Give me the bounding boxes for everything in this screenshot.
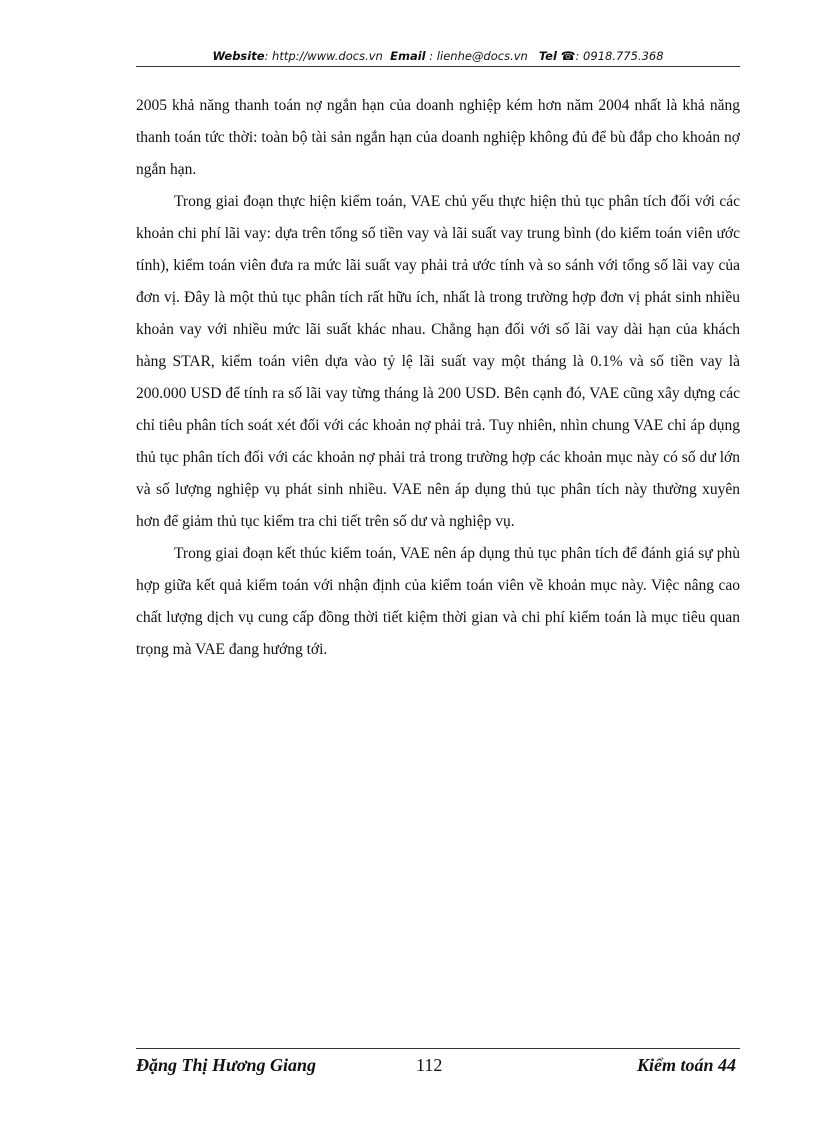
document-body: [136, 90, 740, 666]
tel-label: Tel: [538, 49, 557, 63]
page-header: [136, 48, 740, 67]
email-value: : lienhe@docs.vn: [429, 49, 528, 63]
website-value: : http://www.docs.vn: [264, 49, 383, 63]
page-footer: [136, 1048, 740, 1089]
footer-course: Kiểm toán 44: [636, 1055, 736, 1075]
footer-author: Đặng Thị Hương Giang: [136, 1055, 316, 1075]
paragraph-continuation: 2005 khả năng thanh toán nợ ngắn hạn của doanh nghiệp kém hơn năm 2004 nhất là khả năng thanh toán tức thời: toàn bộ tài sản ngắn hạn của doanh nghiệp không đủ để bù đắp cho khoản nợ ngắn hạn.: [136, 97, 740, 178]
footer-page-number: 112: [416, 1055, 443, 1075]
website-label: Website: [212, 49, 265, 63]
paragraph-completion-phase: Trong giai đoạn kết thúc kiểm toán, VAE nên áp dụng thủ tục phân tích để đánh giá sự phù hợp giữa kết quả kiểm toán với nhận định của kiểm toán viên về khoản mục này. Việc nâng cao chất lượng dịch vụ cung cấp đồng thời tiết kiệm thời gian và chi phí kiểm toán là mục tiêu quan trọng mà VAE đang hướng tới.: [136, 545, 740, 658]
tel-value: : 0918.775.368: [575, 49, 664, 63]
phone-icon: ☎: [560, 49, 576, 63]
paragraph-execution-phase: Trong giai đoạn thực hiện kiểm toán, VAE chủ yếu thực hiện thủ tục phân tích đối với các khoản chi phí lãi vay: dựa trên tổng số tiền vay và lãi suất vay trung bình (do kiểm toán viên ước tính), kiểm toán viên đưa ra mức lãi suất vay phải trả ước tính và so sánh với tổng số lãi vay của đơn vị. Đây là một thủ tục phân tích rất hữu ích, nhất là trong trường hợp đơn vị phát sinh nhiều khoản vay với nhiều mức lãi suất khác nhau. Chẳng hạn đối với số lãi vay dài hạn của khách hàng STAR, kiểm toán viên dựa vào tỷ lệ lãi suất vay một tháng là 0.1% và số tiền vay là 200.000 USD để tính ra số lãi vay từng tháng là 200 USD. Bên cạnh đó, VAE cũng xây dựng các chỉ tiêu phân tích soát xét đối với các khoản nợ phải trả. Tuy nhiên, nhìn chung VAE chỉ áp dụng thủ tục phân tích đối với các khoản nợ phải trả trong trường hợp các khoản mục này có số dư lớn và số lượng nghiệp vụ phát sinh nhiều. VAE nên áp dụng thủ tục phân tích này thường xuyên hơn để giảm thủ tục kiểm tra chi tiết trên số dư và nghiệp vụ.: [136, 193, 740, 530]
email-label: Email: [390, 49, 426, 63]
